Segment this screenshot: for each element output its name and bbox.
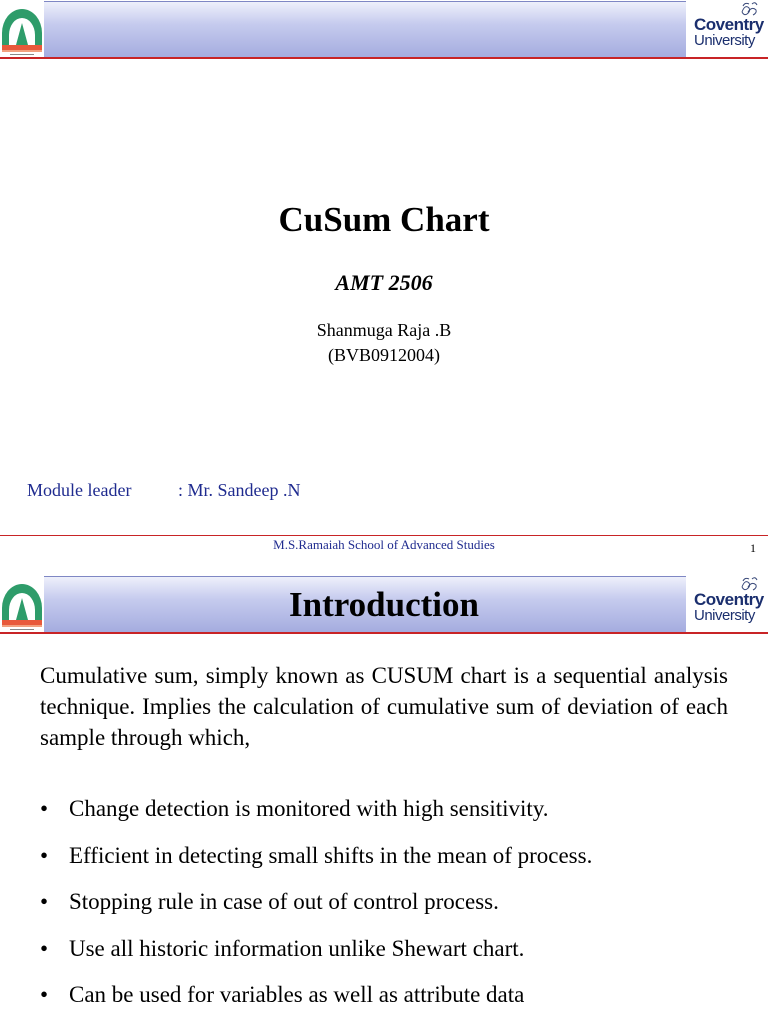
bullet-text: Change detection is monitored with high sensitivity. xyxy=(69,796,549,821)
footer-institution: M.S.Ramaiah School of Advanced Studies xyxy=(273,537,495,552)
list-item xyxy=(40,935,740,982)
institute-dome-logo-icon xyxy=(0,1,44,57)
list-item xyxy=(40,842,740,889)
bullet-text: Stopping rule in case of out of control process. xyxy=(69,889,499,914)
course-code: AMT 2506 xyxy=(335,270,433,295)
bullet-icon: • xyxy=(40,842,49,868)
bullet-text: Efficient in detecting small shifts in the mean of process. xyxy=(69,842,593,868)
institute-logo xyxy=(0,1,44,57)
footer-divider xyxy=(0,535,768,536)
coventry-wordmark-line2: University xyxy=(694,32,755,49)
author-name: Shanmuga Raja .B xyxy=(316,320,452,340)
coventry-logo xyxy=(686,0,768,56)
bullet-icon: • xyxy=(40,889,49,914)
list-item xyxy=(40,981,740,1028)
module-leader-label: Module leader xyxy=(27,480,132,500)
slide-introduction xyxy=(0,575,768,1024)
coventry-wordmark-line1: Coventry xyxy=(694,590,764,609)
header-band xyxy=(44,1,686,58)
header-divider xyxy=(0,632,768,634)
bullet-icon: • xyxy=(40,935,49,961)
bullet-icon: • xyxy=(40,982,49,1007)
module-leader-value: : Mr. Sandeep .N xyxy=(178,480,301,500)
list-item xyxy=(40,888,740,935)
bullet-text: Can be used for variables as well as attribute data xyxy=(69,982,525,1007)
bullet-list xyxy=(40,795,740,1028)
header-divider xyxy=(0,57,768,59)
slide-title: Introduction xyxy=(289,585,479,624)
list-item xyxy=(40,795,740,842)
slide-header xyxy=(0,0,768,58)
bullet-text: Use all historic information unlike Shewart chart. xyxy=(69,935,525,961)
slide-title: CuSum Chart xyxy=(278,200,490,239)
page-number: 1 xyxy=(750,541,756,555)
author-id: (BVB0912004) xyxy=(328,345,440,365)
coventry-wordmark-line1: Coventry xyxy=(694,15,764,34)
intro-paragraph: Cumulative sum, simply known as CUSUM chart is a sequential analysis technique. Implies the calculation of cumulative sum of deviation of each sample through which, xyxy=(40,663,728,750)
bullet-icon: • xyxy=(40,796,49,821)
coventry-wordmark-line2: University xyxy=(694,607,755,624)
